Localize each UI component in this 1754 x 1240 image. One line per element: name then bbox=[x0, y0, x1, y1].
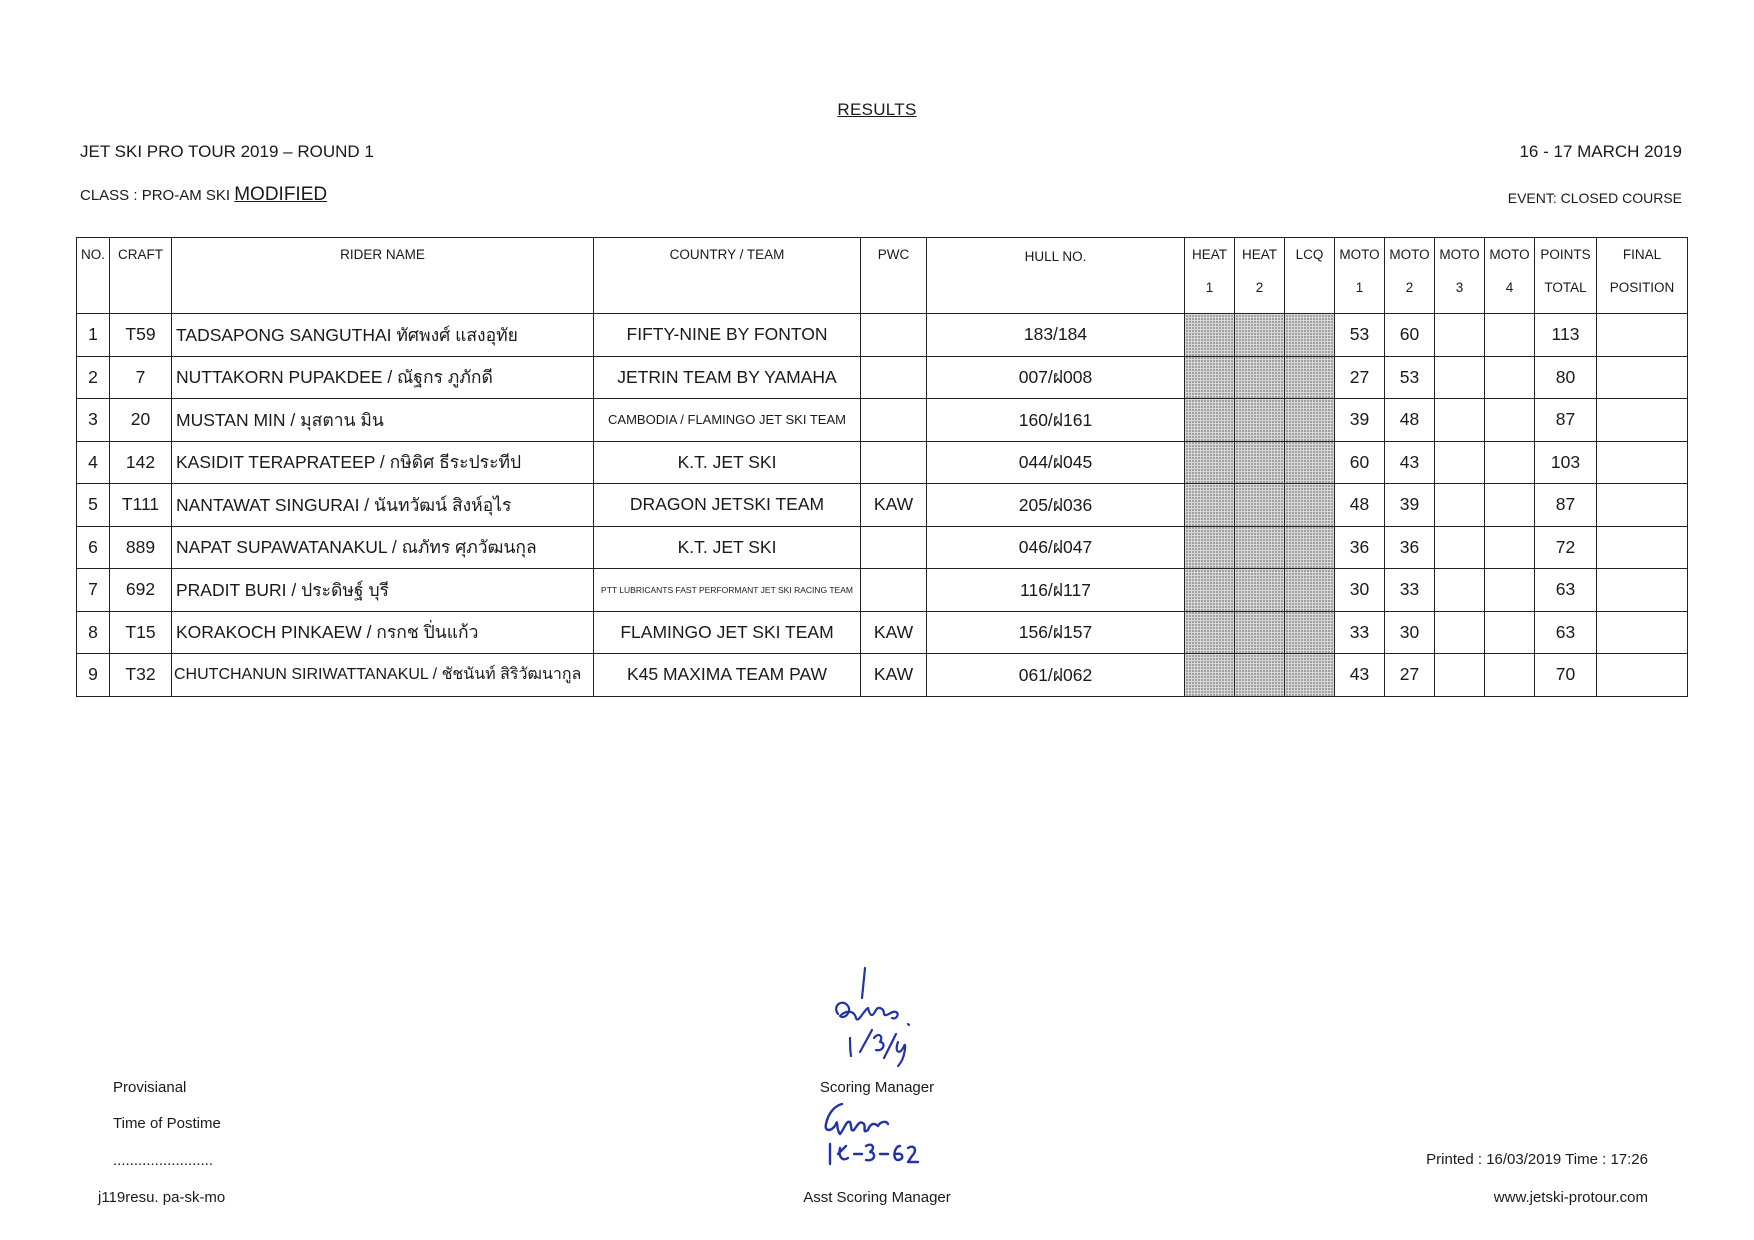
cell-rider-name: NAPAT SUPAWATANAKUL / ณภัทร ศุภวัฒนกุล bbox=[172, 526, 594, 569]
cell-final-position bbox=[1597, 441, 1688, 484]
cell-heat-1 bbox=[1185, 611, 1235, 654]
col-lcq: LCQ bbox=[1285, 238, 1335, 314]
cell-moto-1: 60 bbox=[1335, 441, 1385, 484]
cell-moto-1: 30 bbox=[1335, 569, 1385, 612]
document-title: RESULTS bbox=[837, 100, 917, 119]
cell-craft: 7 bbox=[110, 356, 172, 399]
cell-heat-1 bbox=[1185, 526, 1235, 569]
cell-moto-4 bbox=[1485, 441, 1535, 484]
cell-heat-1 bbox=[1185, 484, 1235, 527]
cell-no: 9 bbox=[77, 654, 110, 697]
col-points-total: POINTS TOTAL bbox=[1535, 238, 1597, 314]
cell-points-total: 70 bbox=[1535, 654, 1597, 697]
cell-no: 1 bbox=[77, 314, 110, 357]
cell-team: DRAGON JETSKI TEAM bbox=[594, 484, 861, 527]
provisional-label: Provisianal bbox=[113, 1079, 187, 1096]
cell-moto-3 bbox=[1435, 569, 1485, 612]
cell-team: FIFTY-NINE BY FONTON bbox=[594, 314, 861, 357]
cell-final-position bbox=[1597, 356, 1688, 399]
document-code: j119resu. pa-sk-mo bbox=[98, 1189, 226, 1206]
cell-craft: 142 bbox=[110, 441, 172, 484]
col-moto-2: MOTO 2 bbox=[1385, 238, 1435, 314]
cell-final-position bbox=[1597, 314, 1688, 357]
cell-moto-2: 53 bbox=[1385, 356, 1435, 399]
cell-moto-4 bbox=[1485, 314, 1535, 357]
col-moto-1: MOTO 1 bbox=[1335, 238, 1385, 314]
cell-team: K.T. JET SKI bbox=[594, 441, 861, 484]
cell-pwc bbox=[861, 356, 927, 399]
cell-pwc bbox=[861, 399, 927, 442]
cell-moto-2: 27 bbox=[1385, 654, 1435, 697]
cell-pwc: KAW bbox=[861, 654, 927, 697]
cell-lcq bbox=[1285, 526, 1335, 569]
cell-heat-2 bbox=[1235, 356, 1285, 399]
cell-hull: 007/ฝ008 bbox=[927, 356, 1185, 399]
cell-moto-2: 30 bbox=[1385, 611, 1435, 654]
cell-moto-3 bbox=[1435, 526, 1485, 569]
cell-moto-1: 53 bbox=[1335, 314, 1385, 357]
tour-name: JET SKI PRO TOUR 2019 – ROUND 1 bbox=[80, 142, 374, 161]
cell-points-total: 87 bbox=[1535, 399, 1597, 442]
cell-pwc bbox=[861, 526, 927, 569]
cell-final-position bbox=[1597, 569, 1688, 612]
scoring-manager-signature bbox=[820, 966, 930, 1076]
cell-pwc bbox=[861, 314, 927, 357]
cell-hull: 205/ฝ036 bbox=[927, 484, 1185, 527]
cell-lcq bbox=[1285, 356, 1335, 399]
cell-moto-1: 33 bbox=[1335, 611, 1385, 654]
cell-moto-3 bbox=[1435, 314, 1485, 357]
cell-craft: T111 bbox=[110, 484, 172, 527]
cell-craft: 889 bbox=[110, 526, 172, 569]
cell-moto-4 bbox=[1485, 399, 1535, 442]
cell-no: 6 bbox=[77, 526, 110, 569]
cell-lcq bbox=[1285, 441, 1335, 484]
cell-moto-4 bbox=[1485, 526, 1535, 569]
table-header-row bbox=[77, 238, 1688, 314]
table-row bbox=[77, 399, 1688, 442]
cell-points-total: 113 bbox=[1535, 314, 1597, 357]
cell-final-position bbox=[1597, 399, 1688, 442]
cell-rider-name: NUTTAKORN PUPAKDEE / ณัฐกร ภูภักดี bbox=[172, 356, 594, 399]
cell-team: JETRIN TEAM BY YAMAHA bbox=[594, 356, 861, 399]
cell-lcq bbox=[1285, 569, 1335, 612]
cell-heat-2 bbox=[1235, 399, 1285, 442]
cell-final-position bbox=[1597, 611, 1688, 654]
cell-craft: T15 bbox=[110, 611, 172, 654]
cell-moto-4 bbox=[1485, 611, 1535, 654]
cell-moto-1: 27 bbox=[1335, 356, 1385, 399]
class-line bbox=[80, 184, 327, 206]
cell-points-total: 63 bbox=[1535, 569, 1597, 612]
cell-craft: T59 bbox=[110, 314, 172, 357]
cell-pwc: KAW bbox=[861, 611, 927, 654]
cell-rider-name: MUSTAN MIN / มุสตาน มิน bbox=[172, 399, 594, 442]
event-type: EVENT: CLOSED COURSE bbox=[1507, 190, 1682, 206]
table-row bbox=[77, 484, 1688, 527]
cell-lcq bbox=[1285, 484, 1335, 527]
cell-lcq bbox=[1285, 654, 1335, 697]
cell-moto-3 bbox=[1435, 356, 1485, 399]
col-country-team: COUNTRY / TEAM bbox=[594, 238, 861, 314]
class-label: CLASS : PRO-AM SKI bbox=[80, 187, 231, 204]
cell-heat-2 bbox=[1235, 314, 1285, 357]
cell-points-total: 80 bbox=[1535, 356, 1597, 399]
time-of-postime-label: Time of Postime bbox=[113, 1115, 221, 1132]
cell-heat-2 bbox=[1235, 654, 1285, 697]
cell-rider-name: PRADIT BURI / ประดิษฐ์ บุรี bbox=[172, 569, 594, 612]
col-no: NO. bbox=[77, 238, 110, 314]
cell-hull: 160/ฝ161 bbox=[927, 399, 1185, 442]
cell-hull: 116/ฝ117 bbox=[927, 569, 1185, 612]
cell-points-total: 63 bbox=[1535, 611, 1597, 654]
table-row bbox=[77, 654, 1688, 697]
table-row bbox=[77, 441, 1688, 484]
cell-moto-2: 39 bbox=[1385, 484, 1435, 527]
website-url: www.jetski-protour.com bbox=[1493, 1189, 1648, 1206]
cell-hull: 183/184 bbox=[927, 314, 1185, 357]
asst-scoring-manager-label: Asst Scoring Manager bbox=[803, 1189, 951, 1206]
col-moto-4: MOTO 4 bbox=[1485, 238, 1535, 314]
class-value: MODIFIED bbox=[234, 184, 328, 205]
cell-moto-1: 36 bbox=[1335, 526, 1385, 569]
cell-moto-2: 60 bbox=[1385, 314, 1435, 357]
cell-pwc: KAW bbox=[861, 484, 927, 527]
cell-moto-1: 48 bbox=[1335, 484, 1385, 527]
cell-heat-1 bbox=[1185, 569, 1235, 612]
col-moto-3: MOTO 3 bbox=[1435, 238, 1485, 314]
cell-moto-3 bbox=[1435, 399, 1485, 442]
scoring-manager-label: Scoring Manager bbox=[819, 1079, 935, 1096]
cell-heat-2 bbox=[1235, 526, 1285, 569]
cell-no: 2 bbox=[77, 356, 110, 399]
cell-moto-3 bbox=[1435, 654, 1485, 697]
cell-points-total: 87 bbox=[1535, 484, 1597, 527]
results-table bbox=[76, 237, 1688, 697]
table-row bbox=[77, 611, 1688, 654]
cell-rider-name: KORAKOCH PINKAEW / กรกช ปิ่นแก้ว bbox=[172, 611, 594, 654]
cell-heat-2 bbox=[1235, 611, 1285, 654]
col-rider-name: RIDER NAME bbox=[172, 238, 594, 314]
cell-moto-2: 48 bbox=[1385, 399, 1435, 442]
cell-moto-1: 43 bbox=[1335, 654, 1385, 697]
cell-heat-1 bbox=[1185, 314, 1235, 357]
cell-moto-4 bbox=[1485, 569, 1535, 612]
asst-scoring-manager-signature bbox=[816, 1100, 926, 1170]
cell-team: PTT LUBRICANTS FAST PERFORMANT JET SKI RACING TEAM bbox=[594, 569, 861, 612]
cell-team: K45 MAXIMA TEAM PAW bbox=[594, 654, 861, 697]
event-dates: 16 - 17 MARCH 2019 bbox=[1519, 142, 1682, 161]
col-pwc: PWC bbox=[861, 238, 927, 314]
cell-heat-1 bbox=[1185, 654, 1235, 697]
cell-heat-2 bbox=[1235, 484, 1285, 527]
cell-heat-1 bbox=[1185, 356, 1235, 399]
cell-heat-2 bbox=[1235, 569, 1285, 612]
cell-points-total: 103 bbox=[1535, 441, 1597, 484]
cell-team: K.T. JET SKI bbox=[594, 526, 861, 569]
cell-lcq bbox=[1285, 399, 1335, 442]
col-hull-no: HULL NO. bbox=[927, 238, 1185, 314]
cell-moto-3 bbox=[1435, 441, 1485, 484]
cell-craft: 692 bbox=[110, 569, 172, 612]
col-heat-2: HEAT 2 bbox=[1235, 238, 1285, 314]
col-craft: CRAFT bbox=[110, 238, 172, 314]
cell-moto-2: 36 bbox=[1385, 526, 1435, 569]
cell-no: 4 bbox=[77, 441, 110, 484]
col-heat-1: HEAT 1 bbox=[1185, 238, 1235, 314]
cell-moto-4 bbox=[1485, 484, 1535, 527]
cell-lcq bbox=[1285, 314, 1335, 357]
cell-heat-1 bbox=[1185, 441, 1235, 484]
cell-final-position bbox=[1597, 526, 1688, 569]
time-dots: ........................ bbox=[113, 1152, 214, 1169]
col-final-position: FINAL POSITION bbox=[1597, 238, 1688, 314]
cell-no: 3 bbox=[77, 399, 110, 442]
cell-craft: T32 bbox=[110, 654, 172, 697]
table-row bbox=[77, 526, 1688, 569]
cell-pwc bbox=[861, 569, 927, 612]
cell-hull: 061/ฝ062 bbox=[927, 654, 1185, 697]
cell-final-position bbox=[1597, 484, 1688, 527]
cell-moto-3 bbox=[1435, 611, 1485, 654]
cell-moto-3 bbox=[1435, 484, 1485, 527]
cell-moto-1: 39 bbox=[1335, 399, 1385, 442]
printed-timestamp: Printed : 16/03/2019 Time : 17:26 bbox=[1426, 1151, 1648, 1168]
cell-moto-4 bbox=[1485, 654, 1535, 697]
cell-rider-name: CHUTCHANUN SIRIWATTANAKUL / ชัชนันท์ สิริวัฒนากูล bbox=[172, 654, 594, 697]
cell-moto-2: 33 bbox=[1385, 569, 1435, 612]
cell-heat-2 bbox=[1235, 441, 1285, 484]
table-row bbox=[77, 569, 1688, 612]
cell-hull: 044/ฝ045 bbox=[927, 441, 1185, 484]
cell-final-position bbox=[1597, 654, 1688, 697]
cell-no: 5 bbox=[77, 484, 110, 527]
cell-moto-4 bbox=[1485, 356, 1535, 399]
cell-no: 7 bbox=[77, 569, 110, 612]
cell-rider-name: KASIDIT TERAPRATEEP / กษิดิศ ธีระประทีป bbox=[172, 441, 594, 484]
cell-lcq bbox=[1285, 611, 1335, 654]
cell-rider-name: NANTAWAT SINGURAI / นันทวัฒน์ สิงห์อุไร bbox=[172, 484, 594, 527]
cell-craft: 20 bbox=[110, 399, 172, 442]
table-row bbox=[77, 356, 1688, 399]
cell-heat-1 bbox=[1185, 399, 1235, 442]
cell-moto-2: 43 bbox=[1385, 441, 1435, 484]
cell-team: CAMBODIA / FLAMINGO JET SKI TEAM bbox=[594, 399, 861, 442]
cell-pwc bbox=[861, 441, 927, 484]
cell-team: FLAMINGO JET SKI TEAM bbox=[594, 611, 861, 654]
cell-rider-name: TADSAPONG SANGUTHAI ทัศพงศ์ แสงอุทัย bbox=[172, 314, 594, 357]
cell-hull: 046/ฝ047 bbox=[927, 526, 1185, 569]
cell-no: 8 bbox=[77, 611, 110, 654]
table-row bbox=[77, 314, 1688, 357]
cell-hull: 156/ฝ157 bbox=[927, 611, 1185, 654]
cell-points-total: 72 bbox=[1535, 526, 1597, 569]
